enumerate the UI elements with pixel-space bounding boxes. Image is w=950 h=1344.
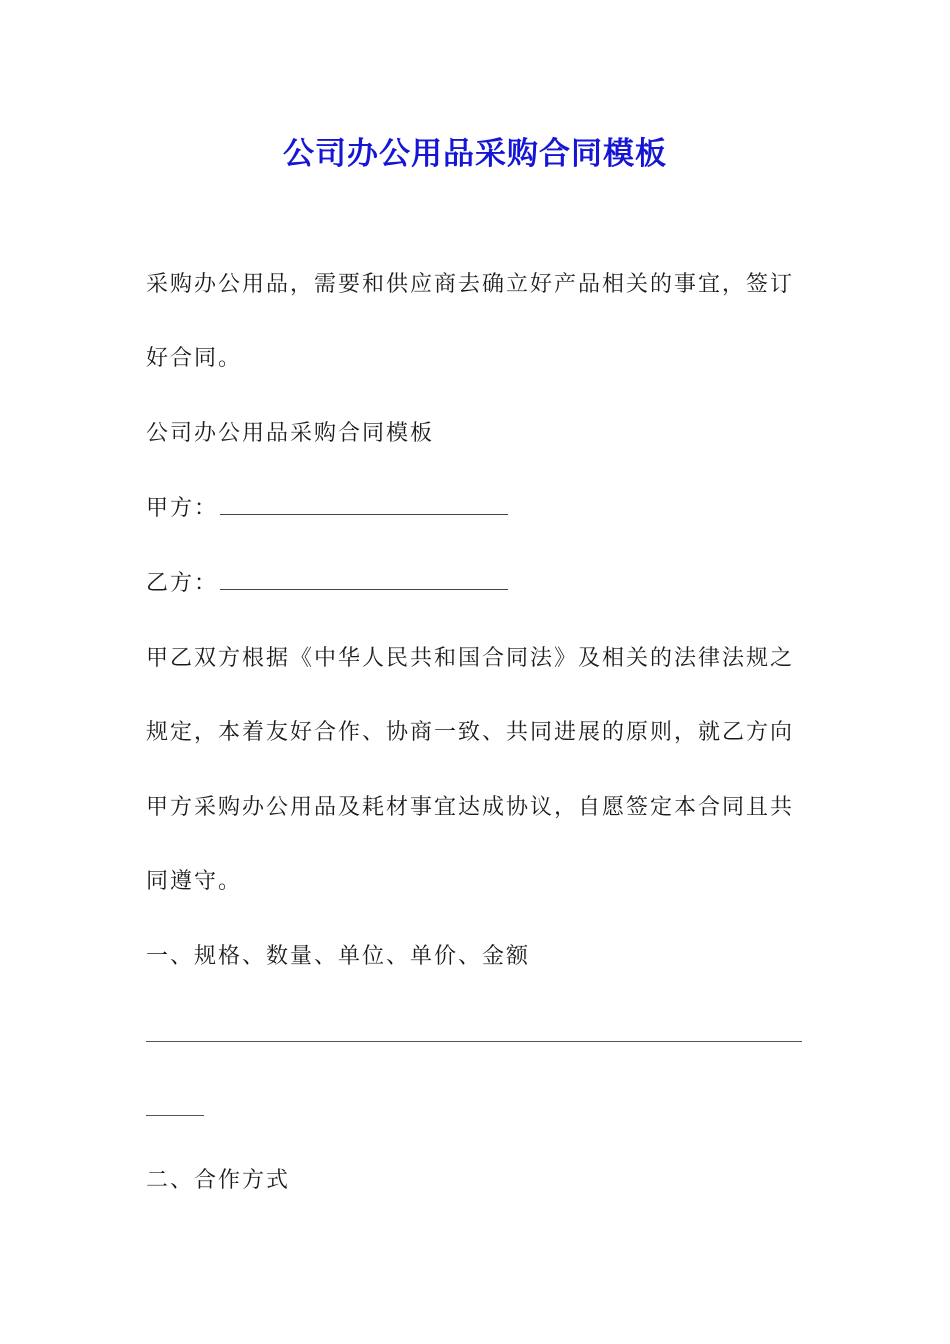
party-b-row (146, 569, 508, 599)
party-a-blank-line (220, 496, 508, 515)
intro-line-1: 采购办公用品，需要和供应商去确立好产品相关的事宜，签订 (146, 272, 795, 297)
body-line-4: 同遵守。 (146, 869, 243, 894)
body-line-3: 甲方采购办公用品及耗材事宜达成协议，自愿签定本合同且共 (146, 795, 795, 820)
party-b-label: 乙方： (146, 571, 219, 596)
intro-line-2: 好合同。 (146, 346, 243, 371)
section-1-fill-line-continuation (146, 1115, 204, 1116)
body-line-1: 甲乙双方根据《中华人民共和国合同法》及相关的法律法规之 (146, 646, 795, 671)
party-a-label: 甲方： (146, 496, 219, 521)
document-title: 公司办公用品采购合同模板 (283, 136, 667, 172)
party-b-blank-line (220, 571, 508, 590)
body-line-2: 规定，本着友好合作、协商一致、共同进展的原则，就乙方向 (146, 720, 795, 745)
section-1-fill-line (146, 1041, 802, 1042)
section-2-heading: 二、合作方式 (146, 1168, 291, 1193)
section-1-heading: 一、规格、数量、单位、单价、金额 (146, 944, 531, 969)
party-a-row (146, 494, 508, 524)
contract-subtitle: 公司办公用品采购合同模板 (146, 421, 435, 446)
